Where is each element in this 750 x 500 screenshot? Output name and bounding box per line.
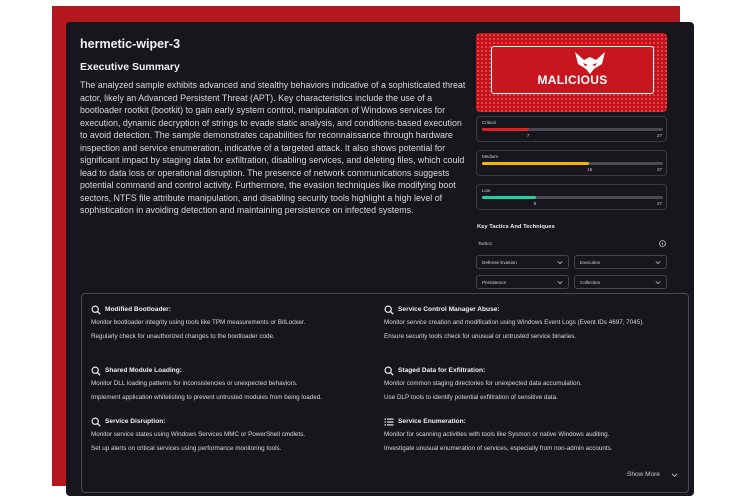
tactics-label: Tactics xyxy=(478,241,492,246)
severity-fill xyxy=(482,196,536,199)
severity-max: 27 xyxy=(656,167,662,172)
search-icon xyxy=(91,417,101,427)
severity-name: Medium xyxy=(482,154,499,159)
chevron-down-icon xyxy=(655,280,661,285)
recommendation-title: Staged Data for Exfiltration: xyxy=(398,367,486,374)
search-icon xyxy=(91,366,101,376)
recommendation-line: Regularly check for unauthorized changes to the bootloader code. xyxy=(91,333,275,340)
recommendation-item xyxy=(384,417,684,454)
recommendation-line: Investigate unusual enumeration of services, especially from non-admin accounts. xyxy=(384,445,613,452)
chevron-down-icon xyxy=(671,472,678,478)
recommendation-title: Service Enumeration: xyxy=(398,418,466,425)
chevron-down-icon xyxy=(557,280,563,285)
chevron-down-icon xyxy=(655,260,661,265)
verdict-badge xyxy=(476,33,667,112)
tactics-heading: Key Tactics And Techniques xyxy=(477,224,555,230)
show-more-label: Show More xyxy=(627,471,660,478)
recommendation-line: Monitor common staging directories for unexpected data accumulation. xyxy=(384,380,582,387)
severity-track xyxy=(482,196,663,199)
info-icon[interactable] xyxy=(659,240,666,247)
severity-low-card xyxy=(476,184,667,210)
severity-max: 27 xyxy=(656,201,662,206)
recommendation-item xyxy=(91,417,376,454)
tactic-select-defense-evasion[interactable] xyxy=(476,255,569,269)
recommendation-title: Service Disruption: xyxy=(105,418,166,425)
recommendation-line: Monitor DLL loading patterns for inconsistencies or unexpected behaviors. xyxy=(91,380,298,387)
chevron-down-icon xyxy=(557,260,563,265)
severity-fill xyxy=(482,128,529,131)
recommendation-line: Ensure security tools check for unusual or untrusted service binaries. xyxy=(384,333,577,340)
severity-medium-card xyxy=(476,150,667,176)
tactic-select-persistence[interactable] xyxy=(476,275,569,289)
severity-max: 27 xyxy=(656,133,662,138)
tactic-select-collection[interactable] xyxy=(574,275,667,289)
severity-name: Low xyxy=(482,188,491,193)
recommendation-item xyxy=(91,366,376,403)
tactic-select-label: Defense Evasion xyxy=(482,260,517,265)
recommendation-line: Monitor for scanning activities with tools like Sysmon or native Windows auditing. xyxy=(384,431,610,438)
verdict-frame xyxy=(491,46,654,94)
tactic-select-label: Collection xyxy=(580,280,601,285)
search-icon xyxy=(384,366,394,376)
recommendation-line: Monitor service creation and modification using Windows Event Logs (Event IDs 4697, 7045). xyxy=(384,319,645,326)
executive-summary-heading: Executive Summary xyxy=(80,61,180,73)
executive-summary-text: The analyzed sample exhibits advanced and stealthy behaviors indicative of a sophisticated threat actor, likely an Advanced Persistent Threat (APT). Key characteristics include the use of a bootloader rootkit (bootkit) to gain early system control, manipulation of Windows services for execution, dynamic decryption of strings to evade static analysis, and conditions-based execution to avoid detection. The sample demonstrates capabilities for reconnaissance through hardware inspection and service enumeration, indicative of a targeted attack. It also shows potential for significant impact by staging data for exfiltration, disabling services, and deleting files, which could lead to data loss or operational disruption. The presence of network communications suggests potential command and control activity. Furthermore, the evasion techniques like modifying boot sectors, NTFS file attribute manipulation, and disabling security tools highlight a high level of sophistication in avoiding detection and maintaining persistence on infected systems. xyxy=(80,80,466,215)
severity-value: 16 xyxy=(587,167,593,172)
recommendation-item xyxy=(384,366,684,403)
recommendation-line: Use DLP tools to identify potential exfiltration of sensitive data. xyxy=(384,394,558,401)
fox-logo-icon xyxy=(572,51,608,75)
recommendation-item xyxy=(91,305,376,342)
verdict-label: MALICIOUS xyxy=(537,73,608,87)
sample-title: hermetic-wiper-3 xyxy=(80,37,181,51)
severity-fill xyxy=(482,162,589,165)
severity-value: 8 xyxy=(533,201,537,206)
severity-name: Critical xyxy=(482,120,496,125)
recommendation-line: Monitor service states using Windows Services MMC or PowerShell cmdlets. xyxy=(91,431,306,438)
recommendation-title: Shared Module Loading: xyxy=(105,367,182,374)
search-icon xyxy=(384,305,394,315)
search-icon xyxy=(91,305,101,315)
recommendation-title: Modified Bootloader: xyxy=(105,306,171,313)
recommendation-line: Implement application whitelisting to prevent untrusted modules from being loaded. xyxy=(91,394,323,401)
recommendation-line: Monitor bootloader integrity using tools like TPM measurements or BitLocker. xyxy=(91,319,306,326)
tactic-select-label: Execution xyxy=(580,260,601,265)
tactic-select-execution[interactable] xyxy=(574,255,667,269)
recommendation-item xyxy=(384,305,684,342)
severity-value: 7 xyxy=(526,133,530,138)
severity-track xyxy=(482,128,663,131)
tactic-select-label: Persistence xyxy=(482,280,507,285)
recommendation-line: Set up alerts on critical services using performance monitoring tools. xyxy=(91,445,282,452)
show-more-button[interactable] xyxy=(627,471,660,478)
recommendation-title: Service Control Manager Abuse: xyxy=(398,306,500,313)
severity-track xyxy=(482,162,663,165)
list-icon xyxy=(384,417,394,427)
severity-critical-card xyxy=(476,116,667,142)
